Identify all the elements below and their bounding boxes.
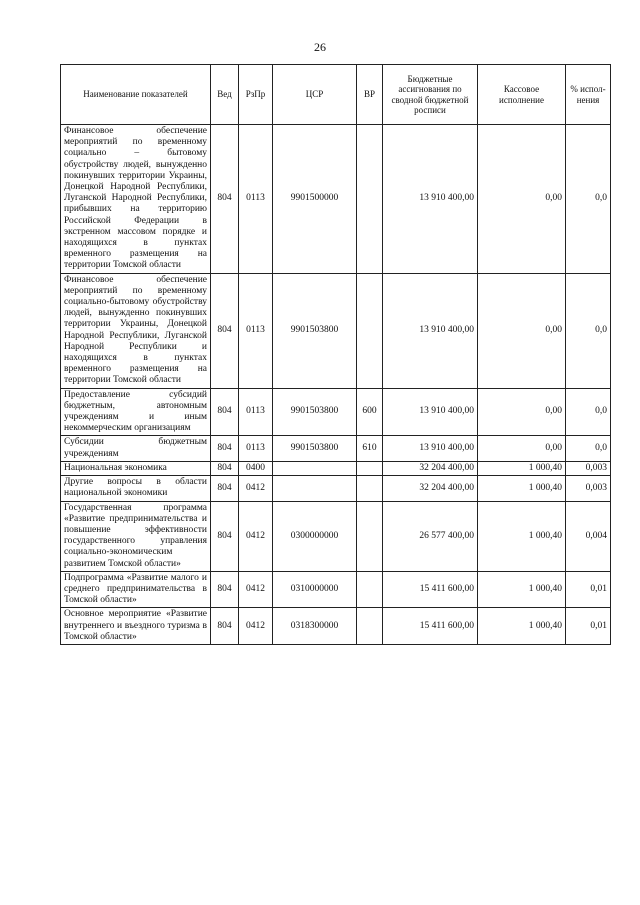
row-percent: 0,004 bbox=[566, 501, 611, 571]
row-csr: 9901503800 bbox=[273, 388, 357, 436]
row-cash: 1 000,40 bbox=[478, 476, 566, 501]
row-ved: 804 bbox=[211, 501, 239, 571]
row-rzpr: 0412 bbox=[239, 608, 273, 645]
row-cash: 0,00 bbox=[478, 273, 566, 388]
row-cash: 0,00 bbox=[478, 436, 566, 461]
row-percent: 0,0 bbox=[566, 436, 611, 461]
row-ved: 804 bbox=[211, 388, 239, 436]
row-percent: 0,003 bbox=[566, 461, 611, 475]
header-cash: Кассовое исполнение bbox=[478, 65, 566, 125]
table-row bbox=[61, 125, 611, 274]
row-ved: 804 bbox=[211, 125, 239, 274]
row-budget: 15 411 600,00 bbox=[383, 571, 478, 608]
table-row bbox=[61, 388, 611, 436]
row-cash: 1 000,40 bbox=[478, 608, 566, 645]
row-ved: 804 bbox=[211, 436, 239, 461]
row-vr bbox=[357, 461, 383, 475]
header-vr: ВР bbox=[357, 65, 383, 125]
row-percent: 0,003 bbox=[566, 476, 611, 501]
row-csr bbox=[273, 476, 357, 501]
row-percent: 0,0 bbox=[566, 388, 611, 436]
row-percent: 0,01 bbox=[566, 571, 611, 608]
row-vr bbox=[357, 125, 383, 274]
row-budget: 13 910 400,00 bbox=[383, 125, 478, 274]
row-csr: 0318300000 bbox=[273, 608, 357, 645]
row-vr bbox=[357, 476, 383, 501]
row-cash: 0,00 bbox=[478, 388, 566, 436]
row-budget: 13 910 400,00 bbox=[383, 436, 478, 461]
row-ved: 804 bbox=[211, 476, 239, 501]
row-vr bbox=[357, 571, 383, 608]
row-csr: 0310000000 bbox=[273, 571, 357, 608]
row-ved: 804 bbox=[211, 608, 239, 645]
row-rzpr: 0113 bbox=[239, 125, 273, 274]
header-row bbox=[61, 65, 611, 125]
budget-table bbox=[60, 64, 611, 645]
row-rzpr: 0412 bbox=[239, 476, 273, 501]
row-csr: 9901500000 bbox=[273, 125, 357, 274]
row-name: Государственная программа «Развитие предпринимательства и повышение эффективности государственного управления социально-экономическим развитием Томской области» bbox=[61, 501, 211, 571]
row-name: Субсидии бюджетным учреждениям bbox=[61, 436, 211, 461]
table-row bbox=[61, 501, 611, 571]
row-rzpr: 0113 bbox=[239, 436, 273, 461]
row-budget: 13 910 400,00 bbox=[383, 388, 478, 436]
row-vr: 600 bbox=[357, 388, 383, 436]
row-csr: 9901503800 bbox=[273, 436, 357, 461]
row-name: Подпрограмма «Развитие малого и среднего предпринимательства в Томской области» bbox=[61, 571, 211, 608]
row-percent: 0,01 bbox=[566, 608, 611, 645]
row-rzpr: 0412 bbox=[239, 501, 273, 571]
row-cash: 0,00 bbox=[478, 125, 566, 274]
row-vr bbox=[357, 273, 383, 388]
row-ved: 804 bbox=[211, 461, 239, 475]
header-rzpr: РзПр bbox=[239, 65, 273, 125]
row-ved: 804 bbox=[211, 273, 239, 388]
row-cash: 1 000,40 bbox=[478, 501, 566, 571]
row-csr bbox=[273, 461, 357, 475]
row-name: Национальная экономика bbox=[61, 461, 211, 475]
page-number: 26 bbox=[314, 40, 326, 54]
row-vr bbox=[357, 501, 383, 571]
row-vr bbox=[357, 608, 383, 645]
row-vr: 610 bbox=[357, 436, 383, 461]
header-ved: Вед bbox=[211, 65, 239, 125]
table-row bbox=[61, 436, 611, 461]
table-row bbox=[61, 273, 611, 388]
row-csr: 0300000000 bbox=[273, 501, 357, 571]
row-name: Другие вопросы в области национальной экономики bbox=[61, 476, 211, 501]
row-rzpr: 0113 bbox=[239, 273, 273, 388]
table-row bbox=[61, 608, 611, 645]
row-name: Финансовое обеспечение мероприятий по временному социально-бытовому обустройству людей, вынужденно покинувших территории Украины, Донецкой Народной Республики, Луганской Народной Республики и находящихся в пунктах временного размещения на территории Томской области bbox=[61, 273, 211, 388]
row-rzpr: 0113 bbox=[239, 388, 273, 436]
row-ved: 804 bbox=[211, 571, 239, 608]
table-row bbox=[61, 571, 611, 608]
row-name: Финансовое обеспечение мероприятий по временному социально – бытовому обустройству людей, вынужденно покинувших территории Украины, Донецкой Народной Республики, Луганской Народной Республики, прибывших на территорию Российской Федерации в экстренном массовом порядке и находящихся в пунктах временного размещения на территории Томской области bbox=[61, 125, 211, 274]
row-name: Основное мероприятие «Развитие внутреннего и въездного туризма в Томской области» bbox=[61, 608, 211, 645]
header-percent: % испол-нения bbox=[566, 65, 611, 125]
row-budget: 15 411 600,00 bbox=[383, 608, 478, 645]
row-budget: 32 204 400,00 bbox=[383, 461, 478, 475]
row-cash: 1 000,40 bbox=[478, 461, 566, 475]
row-name: Предоставление субсидий бюджетным, автономным учреждениям и иным некоммерческим организациям bbox=[61, 388, 211, 436]
table-row bbox=[61, 476, 611, 501]
table-row bbox=[61, 461, 611, 475]
row-csr: 9901503800 bbox=[273, 273, 357, 388]
row-rzpr: 0412 bbox=[239, 571, 273, 608]
row-budget: 32 204 400,00 bbox=[383, 476, 478, 501]
row-percent: 0,0 bbox=[566, 273, 611, 388]
row-cash: 1 000,40 bbox=[478, 571, 566, 608]
row-percent: 0,0 bbox=[566, 125, 611, 274]
header-csr: ЦСР bbox=[273, 65, 357, 125]
row-budget: 26 577 400,00 bbox=[383, 501, 478, 571]
row-rzpr: 0400 bbox=[239, 461, 273, 475]
header-budget: Бюджетные ассигнования по сводной бюджетной росписи bbox=[383, 65, 478, 125]
row-budget: 13 910 400,00 bbox=[383, 273, 478, 388]
header-name: Наименование показателей bbox=[61, 65, 211, 125]
